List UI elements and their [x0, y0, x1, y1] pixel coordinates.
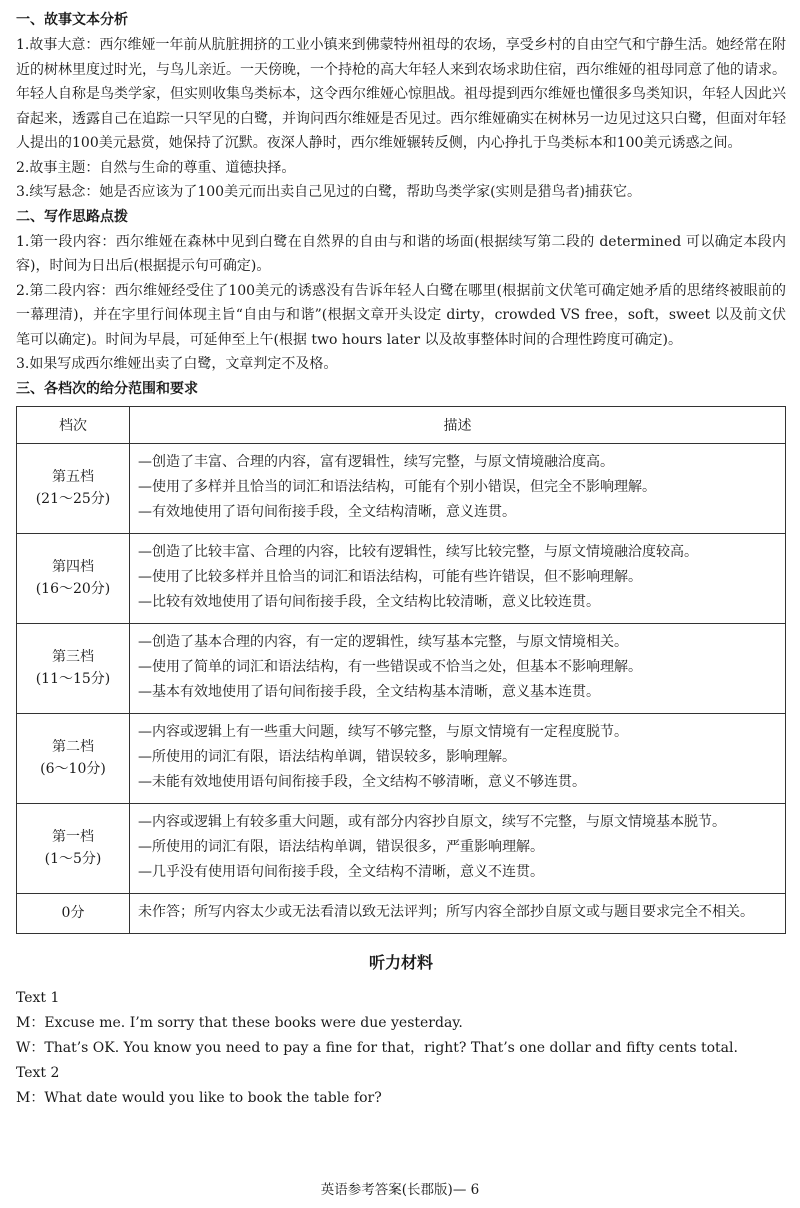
- level-cell: [17, 893, 130, 933]
- description-line: —创造了比较丰富、合理的内容，比较有逻辑性，续写比较完整，与原文情境融洽度较高。: [138, 543, 698, 560]
- section1-item-2: 2.故事主题：自然与生命的尊重、道德抉择。: [16, 159, 296, 176]
- table-row: [17, 533, 786, 623]
- level-name: 0分: [61, 905, 85, 921]
- level-name: 第二档: [52, 739, 94, 755]
- section2-heading: 二、写作思路点拨: [16, 208, 128, 225]
- description-cell: [130, 533, 786, 623]
- table-row: [17, 713, 786, 803]
- level-name: 第一档: [52, 829, 94, 845]
- level-name: 第三档: [52, 649, 94, 665]
- section1-item-3: 3.续写悬念：她是否应该为了100美元而出卖自己见过的白鹭，帮助鸟类学家(实则是猎鸟者)捕获它。: [16, 184, 642, 200]
- listening-line: Text 1: [16, 989, 60, 1006]
- description-cell: [130, 803, 786, 893]
- description-line: —使用了比较多样并且恰当的词汇和语法结构，可能有些许错误，但不影响理解。: [138, 568, 642, 585]
- page-footer: 英语参考答案(长郡版)— 6: [320, 1182, 480, 1198]
- description-line: —比较有效地使用了语句间衔接手段，全文结构比较清晰，意义比较连贯。: [138, 593, 600, 610]
- table-row: [17, 803, 786, 893]
- listening-line: M：What date would you like to book the table for?: [16, 1089, 382, 1106]
- table-header-row: [17, 406, 786, 443]
- description-line: —有效地使用了语句间衔接手段，全文结构清晰，意义连贯。: [138, 503, 516, 520]
- description-line: —基本有效地使用了语句间衔接手段，全文结构基本清晰，意义基本连贯。: [138, 683, 600, 700]
- description-line: —几乎没有使用语句间衔接手段，全文结构不清晰，意义不连贯。: [138, 863, 544, 880]
- listening-title: 听力材料: [368, 952, 433, 972]
- level-cell: [17, 443, 130, 533]
- level-name: 第四档: [52, 559, 94, 575]
- description-cell: [130, 443, 786, 533]
- level-cell: [17, 713, 130, 803]
- level-range: (1～5分): [44, 851, 102, 867]
- level-name: 第五档: [52, 469, 94, 485]
- description-line: —未能有效地使用语句间衔接手段，全文结构不够清晰，意义不够连贯。: [138, 773, 586, 790]
- description-cell: [130, 713, 786, 803]
- level-range: (6～10分): [40, 761, 106, 777]
- description-line: —创造了基本合理的内容，有一定的逻辑性，续写基本完整，与原文情境相关。: [138, 633, 628, 650]
- description-line: 未作答；所写内容太少或无法看清以致无法评判；所写内容全部抄自原文或与题目要求完全不相关。: [138, 903, 754, 920]
- description-line: —使用了多样并且恰当的词汇和语法结构，可能有个别小错误，但完全不影响理解。: [138, 478, 656, 495]
- document-page: [16, 8, 786, 1111]
- table-row: [17, 623, 786, 713]
- section1-heading: 一、故事文本分析: [16, 12, 128, 28]
- description-line: —所使用的词汇有限，语法结构单调，错误较多，影响理解。: [138, 748, 516, 765]
- table-row: [17, 893, 786, 933]
- level-cell: [17, 623, 130, 713]
- grading-table: [16, 406, 786, 934]
- description-line: —所使用的词汇有限，语法结构单调，错误很多，严重影响理解。: [138, 838, 544, 855]
- section1-item-1: 1.故事大意：西尔维娅一年前从肮脏拥挤的工业小镇来到佛蒙特州祖母的农场，享受乡村的自由空气和宁静生活。她经常在附近的树林里度过时光，与鸟儿亲近。一天傍晚，一个持枪的高大年轻人来到农场求助住宿，西尔维娅的祖母同意了他的请求。年轻人自称是鸟类学家，但实则收集鸟类标本，这令西尔维娅心惊胆战。祖母提到西尔维娅也懂很多鸟类知识，年轻人因此兴奋起来，透露自己在追踪一只罕见的白鹭，并询问西尔维娅是否见过。西尔维娅确实在树林另一边见过这只白鹭，但面对年轻人提出的100美元悬赏，她保持了沉默。夜深人静时，西尔维娅辗转反侧，内心挣扎于鸟类标本和100美元诱惑之间。: [16, 37, 786, 151]
- header-description: 描述: [130, 406, 786, 443]
- description-cell: [130, 893, 786, 933]
- listening-line: Text 2: [16, 1064, 60, 1081]
- level-range: (11～15分): [35, 671, 111, 687]
- description-line: —内容或逻辑上有较多重大问题，或有部分内容抄自原文，续写不完整，与原文情境基本脱节。: [138, 813, 726, 830]
- section2-item-2: 2.第二段内容：西尔维娅经受住了100美元的诱惑没有告诉年轻人白鹭在哪里(根据前文伏笔可确定她矛盾的思绪终被眼前的一幕理清)，并在字里行间体现主旨“自由与和谐”(根据文章开头设定 dirty，crowded VS free，soft，sweet 以及前文伏笔可以确定)。时间为早晨，可延伸至上午(根据 two hours later 以及故事整体时间的合理性跨度可确定)。: [16, 282, 786, 348]
- description-line: —创造了丰富、合理的内容，富有逻辑性，续写完整，与原文情境融洽度高。: [138, 453, 614, 470]
- level-range: (21～25分): [35, 491, 111, 507]
- listening-line: W：That’s OK. You know you need to pay a fine for that，right? That’s one dollar and fifty cents total.: [16, 1039, 738, 1056]
- header-level: 档次: [17, 406, 130, 443]
- section3-heading: 三、各档次的给分范围和要求: [16, 380, 198, 397]
- level-cell: [17, 533, 130, 623]
- table-row: [17, 443, 786, 533]
- level-cell: [17, 803, 130, 893]
- description-cell: [130, 623, 786, 713]
- section2-item-3: 3.如果写成西尔维娅出卖了白鹭，文章判定不及格。: [16, 356, 338, 372]
- level-range: (16～20分): [35, 581, 111, 597]
- description-line: —内容或逻辑上有一些重大问题，续写不够完整，与原文情境有一定程度脱节。: [138, 723, 628, 740]
- description-line: —使用了简单的词汇和语法结构，有一些错误或不恰当之处，但基本不影响理解。: [138, 658, 642, 675]
- section2-item-1: 1.第一段内容：西尔维娅在森林中见到白鹭在自然界的自由与和谐的场面(根据续写第二段的 determined 可以确定本段内容)，时间为日出后(根据提示句可确定)。: [16, 233, 786, 274]
- listening-line: M：Excuse me. I’m sorry that these books were due yesterday.: [16, 1014, 463, 1031]
